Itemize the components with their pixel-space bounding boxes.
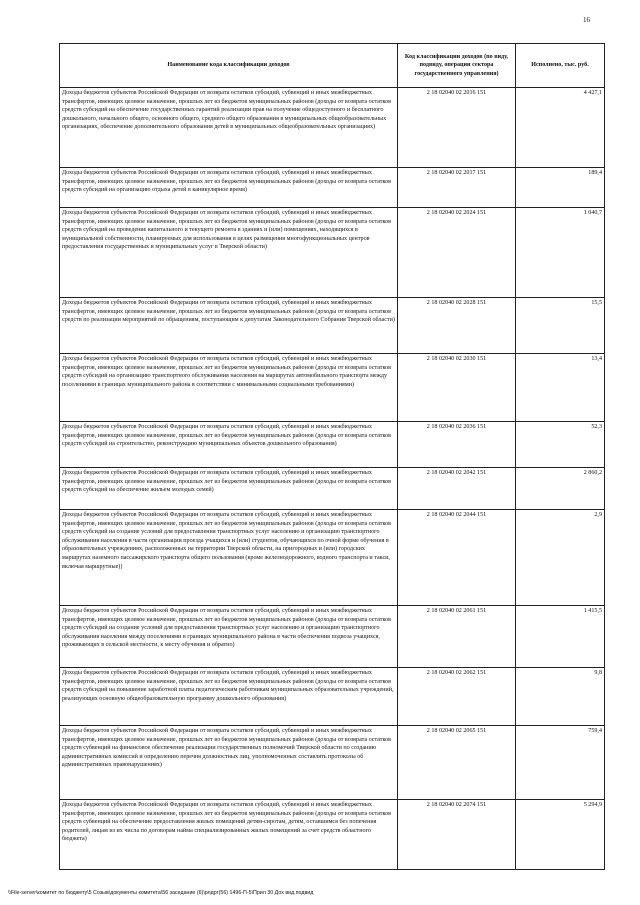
header-code: Код классификации доходов (по виду, подвиду, операции сектора государственного управления) (398, 44, 516, 88)
row-description: Доходы бюджетов субъектов Российской Федерации от возврата остатков субсидий, субвенций и иных межбюджетных трансфертов, имеющих целевое назначение, прошлых лет из бюджетов муниципальных районов (доходы от возврата остатков средств субсидий на строительство, реконструкцию муниципальных объектов дошкольного образования) (60, 422, 398, 468)
table-header-row (60, 44, 605, 88)
row-code: 2 18 02040 02 2062 151 (398, 668, 516, 726)
row-description: Доходы бюджетов субъектов Российской Федерации от возврата остатков субсидий, субвенций и иных межбюджетных трансфертов, имеющих целевое назначение, прошлых лет из бюджетов муниципальных районов (доходы от возврата остатков средств субсидий на организацию отдыха детей в каникулярное время) (60, 168, 398, 208)
row-value: 189,4 (516, 168, 605, 208)
table-row (60, 88, 605, 168)
row-description: Доходы бюджетов субъектов Российской Федерации от возврата остатков субсидий, субвенций и иных межбюджетных трансфертов, имеющих целевое назначение, прошлых лет из бюджетов муниципальных районов (доходы от возврата остатков средств субсидий на обеспечение государственных гарантий реализации прав на получение общедоступного и бесплатного дошкольного, начального общего, основного общего, среднего общего образования в муниципальных общеобразовательных организациях, обеспечение дополнительного образования детей в муниципальных общеобразовательных организациях) (60, 88, 398, 168)
row-code: 2 18 02040 02 2061 151 (398, 606, 516, 668)
table-row (60, 800, 605, 870)
row-value: 52,3 (516, 422, 605, 468)
row-description: Доходы бюджетов субъектов Российской Федерации от возврата остатков субсидий, субвенций и иных межбюджетных трансфертов, имеющих целевое назначение, прошлых лет из бюджетов муниципальных районов (доходы от возврата остатков средств субсидий на организацию транспортного обслуживания населения на маршрутах автомобильного транспорта между поселениями в границах муниципального района в соответствии с минимальными социальными требованиями) (60, 354, 398, 422)
row-description: Доходы бюджетов субъектов Российской Федерации от возврата остатков субсидий, субвенций и иных межбюджетных трансфертов, имеющих целевое назначение, прошлых лет из бюджетов муниципальных районов (доходы от возврата остатков средств субвенций на финансовое обеспечение реализации государственных полномочий Тверской области по созданию административных комиссий и определению перечня должностных лиц, уполномоченных составлять протоколы об административных правонарушениях) (60, 726, 398, 800)
table-row (60, 208, 605, 298)
header-value: Исполнено, тыс. руб. (516, 44, 605, 88)
row-code: 2 18 02040 02 2065 151 (398, 726, 516, 800)
table-row (60, 726, 605, 800)
row-code: 2 18 02040 02 2036 151 (398, 422, 516, 468)
row-value: 4 427,1 (516, 88, 605, 168)
table-row (60, 510, 605, 606)
table-row (60, 354, 605, 422)
row-code: 2 18 02040 02 2024 151 (398, 208, 516, 298)
table-row (60, 422, 605, 468)
row-code: 2 18 02040 02 2074 151 (398, 800, 516, 870)
table-row (60, 468, 605, 510)
row-value: 13,4 (516, 354, 605, 422)
row-value: 2,9 (516, 510, 605, 606)
row-value: 2 860,2 (516, 468, 605, 510)
row-code: 2 18 02040 02 2030 151 (398, 354, 516, 422)
row-code: 2 18 02040 02 2044 151 (398, 510, 516, 606)
revenue-table (59, 43, 605, 870)
file-path-footer: \\File-server\комитет по бюджету\5 Созыв\документы комитета\56 заседание (6)\рлдрг(56) 1496-П-5\Прил 30 Дох вид.подвид (8, 890, 314, 896)
table-row (60, 606, 605, 668)
row-description: Доходы бюджетов субъектов Российской Федерации от возврата остатков субсидий, субвенций и иных межбюджетных трансфертов, имеющих целевое назначение, прошлых лет из бюджетов муниципальных районов (доходы от возврата остатков средств субсидий на проведение капитального и текущего ремонта в зданиях и (или) помещениях, находящихся в муниципальной собственности, планируемых для использования в целях размещения многофункциональных центров предоставления государственных и муниципальных услуг в Тверской области) (60, 208, 398, 298)
row-value: 9,8 (516, 668, 605, 726)
row-code: 2 18 02040 02 2042 151 (398, 468, 516, 510)
header-name: Наименование кода классификации доходов (60, 44, 398, 88)
row-code: 2 18 02040 02 2028 151 (398, 298, 516, 354)
row-description: Доходы бюджетов субъектов Российской Федерации от возврата остатков субсидий, субвенций и иных межбюджетных трансфертов, имеющих целевое назначение, прошлых лет из бюджетов муниципальных районов (доходы от возврата остатков средств субсидий на создание условий для предоставления транспортных услуг населению и организацию транспортного обслуживания населения между поселениями в границах муниципального района в части обеспечения подвоза учащихся, проживающих в сельской местности, к месту обучения и обратно) (60, 606, 398, 668)
row-description: Доходы бюджетов субъектов Российской Федерации от возврата остатков субсидий, субвенций и иных межбюджетных трансфертов, имеющих целевое назначение, прошлых лет из бюджетов муниципальных районов (доходы от возврата остатков средств субсидий на обеспечение жильем молодых семей) (60, 468, 398, 510)
row-value: 759,4 (516, 726, 605, 800)
row-description: Доходы бюджетов субъектов Российской Федерации от возврата остатков субсидий, субвенций и иных межбюджетных трансфертов, имеющих целевое назначение, прошлых лет из бюджетов муниципальных районов (доходы от возврата остатков средств субсидий на повышение заработной платы педагогическим работникам муниципальных образовательных учреждений, реализующих основную общеобразовательную программу дошкольного образования) (60, 668, 398, 726)
row-value: 1 415,5 (516, 606, 605, 668)
row-description: Доходы бюджетов субъектов Российской Федерации от возврата остатков субсидий, субвенций и иных межбюджетных трансфертов, имеющих целевое назначение, прошлых лет из бюджетов муниципальных районов (доходы от возврата остатков средств по реализации мероприятий по обращениям, поступающим к депутатам Законодательного Собрания Тверской области) (60, 298, 398, 354)
table-row (60, 668, 605, 726)
row-value: 15,5 (516, 298, 605, 354)
row-description: Доходы бюджетов субъектов Российской Федерации от возврата остатков субсидий, субвенций и иных межбюджетных трансфертов, имеющих целевое назначение, прошлых лет из бюджетов муниципальных районов (доходы от возврата остатков средств субсидий на создание условий для предоставления транспортных услуг населению и организацию транспортного обслуживания населения в части организации проезда учащихся и (или) студентов, обучающихся по очной форме обучения в образовательных учреждениях, расположенных на территории Тверской области, на пригородных и (или) городских маршрутах наземного пассажирского транспорта общего пользования (кроме железнодорожного, водного транспорта и такси, включая маршрутные)) (60, 510, 398, 606)
row-code: 2 18 02040 02 2016 151 (398, 88, 516, 168)
row-value: 5 294,9 (516, 800, 605, 870)
row-description: Доходы бюджетов субъектов Российской Федерации от возврата остатков субсидий, субвенций и иных межбюджетных трансфертов, имеющих целевое назначение, прошлых лет из бюджетов муниципальных районов (доходы от возврата остатков средств субвенций на обеспечение предоставления жилых помещений детям-сиротам, детям, оставшимся без попечения родителей, лицам из их числа по договорам найма специализированных жилых помещений за счет средств областного бюджета) (60, 800, 398, 870)
table-row (60, 298, 605, 354)
table-row (60, 168, 605, 208)
page-number: 16 (583, 16, 590, 24)
row-value: 1 040,7 (516, 208, 605, 298)
row-code: 2 18 02040 02 2017 151 (398, 168, 516, 208)
